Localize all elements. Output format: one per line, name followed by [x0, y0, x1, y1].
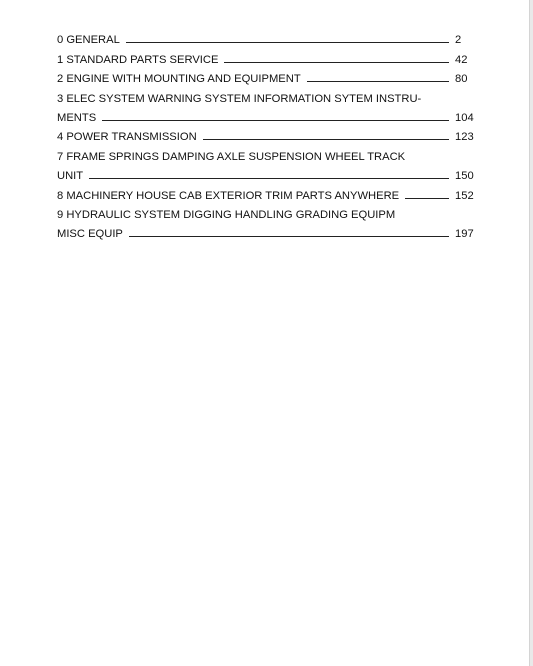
- toc-leader-line: [307, 81, 449, 82]
- toc-entry[interactable]: [57, 67, 477, 86]
- toc-page-number: 152: [455, 189, 474, 202]
- toc-leader-line: [129, 236, 449, 237]
- toc-entry[interactable]: [57, 183, 477, 202]
- toc-entry-label: 2 ENGINE WITH MOUNTING AND EQUIPMENT: [57, 73, 301, 86]
- toc-entry[interactable]: [57, 47, 477, 66]
- toc-entry-label: UNIT: [57, 170, 84, 183]
- toc-entry-label: 0 GENERAL: [57, 34, 120, 47]
- toc-leader-line: [224, 62, 449, 63]
- toc-entry[interactable]: [57, 222, 477, 241]
- toc-entry-label: 4 POWER TRANSMISSION: [57, 131, 197, 144]
- toc-entry-label: 1 STANDARD PARTS SERVICE: [57, 53, 219, 66]
- toc-entry-label: 8 MACHINERY HOUSE CAB EXTERIOR TRIM PARTS ANYWHERE: [57, 189, 400, 202]
- toc-entry[interactable]: [57, 106, 477, 125]
- toc-entry-label: MENTS: [57, 111, 97, 124]
- toc-page-number: 197: [455, 228, 474, 241]
- toc-leader-line: [126, 42, 449, 43]
- toc-entry-label: MISC EQUIP: [57, 228, 123, 241]
- toc-leader-line: [102, 120, 449, 121]
- toc-entry[interactable]: [57, 28, 477, 47]
- toc-entry-first-line[interactable]: 9 HYDRAULIC SYSTEM DIGGING HANDLING GRADING EQUIPM: [57, 208, 396, 221]
- toc-page-number: 80: [455, 73, 468, 86]
- toc-entry[interactable]: [57, 125, 477, 144]
- toc-page-number: 104: [455, 111, 474, 124]
- toc-leader-line: [405, 198, 449, 199]
- toc-leader-line: [203, 139, 449, 140]
- toc-page-number: 2: [455, 34, 462, 47]
- table-of-contents: [57, 28, 477, 241]
- toc-entry-first-line[interactable]: 7 FRAME SPRINGS DAMPING AXLE SUSPENSION WHEEL TRACK: [57, 150, 406, 163]
- toc-page-number: 150: [455, 170, 474, 183]
- toc-page-number: 42: [455, 53, 468, 66]
- toc-entry-first-line[interactable]: 3 ELEC SYSTEM WARNING SYSTEM INFORMATION SYTEM INSTRU-: [57, 92, 422, 105]
- toc-entry[interactable]: [57, 164, 477, 183]
- toc-page-number: 123: [455, 131, 474, 144]
- toc-leader-line: [89, 178, 449, 179]
